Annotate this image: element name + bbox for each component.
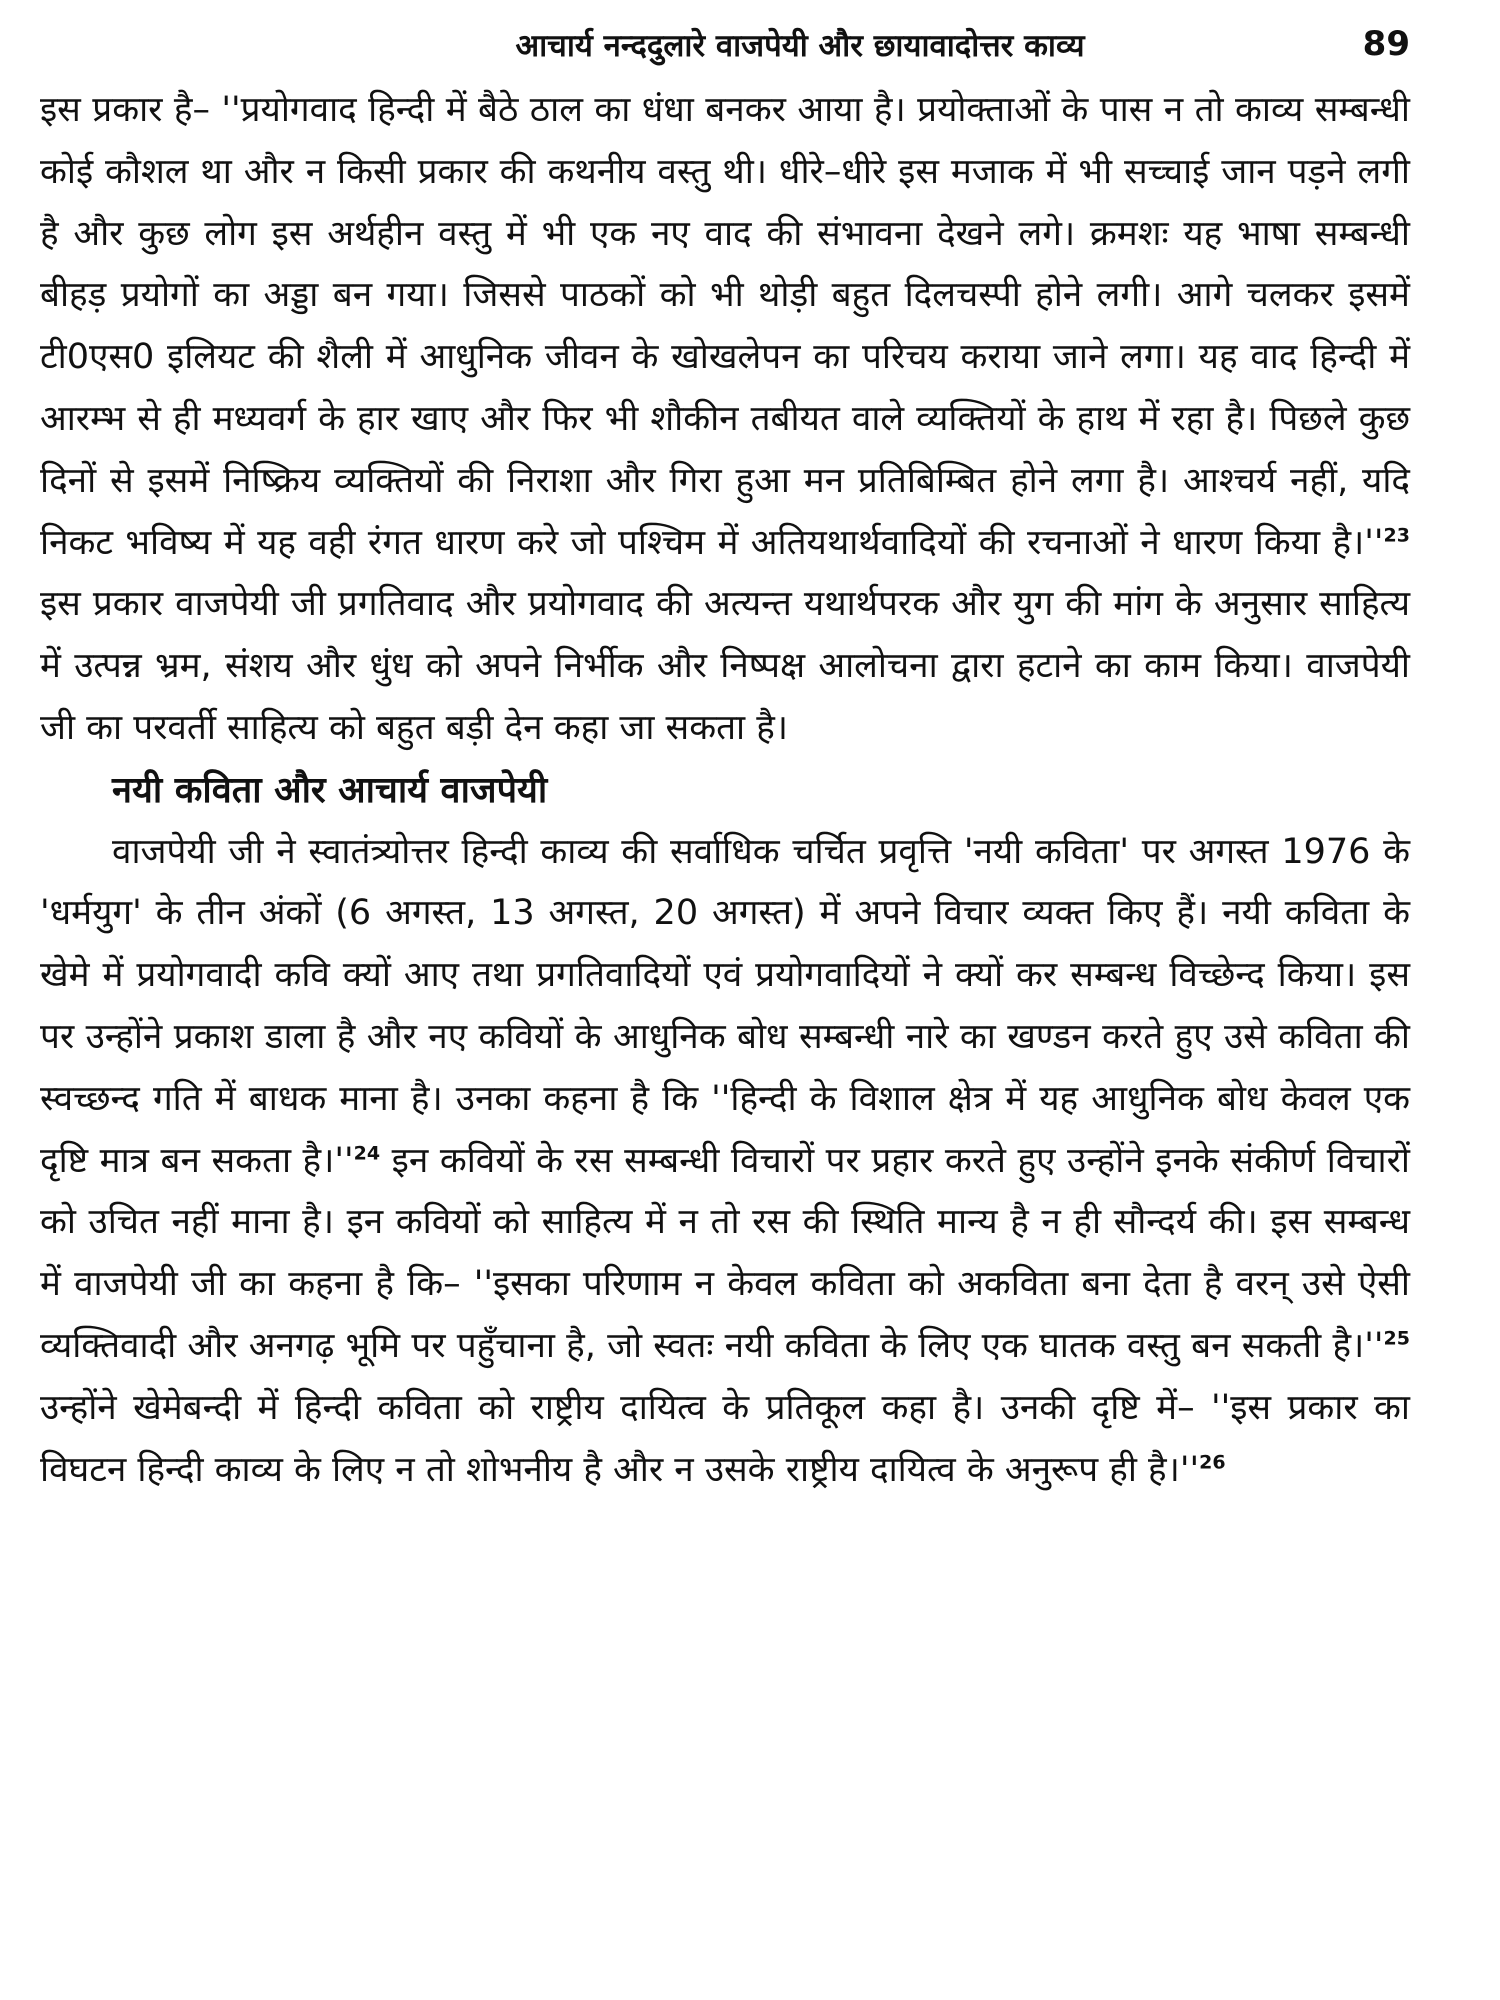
paragraph-text: इस प्रकार वाजपेयी जी प्रगतिवाद और प्रयोगवाद की अत्यन्त यथार्थपरक और युग की मांग के अनुसार साहित्य में उत्पन्न भ्रम, संशय और धुंध को अपने निर्भीक और निष्पक्ष आलोचना द्वारा हटाने का काम किया। वाजपेयी जी का परवर्ती साहित्य को बहुत बड़ी देन कहा जा सकता है।	[40, 584, 1410, 748]
paragraph-text: उन्होंने खेमेबन्दी में हिन्दी कविता को राष्ट्रीय दायित्व के प्रतिकूल कहा है। उनकी दृष्टि में– ''इस प्रकार का विघटन हिन्दी काव्य के लिए न तो शोभनीय है और न उसके राष्ट्रीय दायित्व के अनुरूप ही है।''	[40, 1387, 1410, 1490]
paragraph-nayi-kavita	[40, 822, 1410, 1502]
page-number: 89	[1362, 24, 1410, 64]
running-title: आचार्य नन्ददुलारे वाजपेयी और छायावादोत्तर काव्य	[515, 28, 1085, 64]
section-heading: नयी कविता और आचार्य वाजपेयी	[112, 769, 548, 811]
paragraph-text: इन कवियों के रस सम्बन्धी विचारों पर प्रहार करते हुए उन्होंने इनके संकीर्ण विचारों को उचित नहीं माना है। इन कवियों को साहित्य में न तो रस की स्थिति मान्य है न ही सौन्दर्य की। इस सम्बन्ध में वाजपेयी जी का कहना है कि– ''इसका परिणाम न केवल कविता को अकविता बना देता है वरन् उसे ऐसी व्यक्तिवादी और अनगढ़ भूमि पर पहुँचाना है, जो स्वतः नयी कविता के लिए एक घातक वस्तु बन सकती है।''	[40, 1140, 1410, 1366]
paragraph-text: इस प्रकार है– ''प्रयोगवाद हिन्दी में बैठे ठाल का धंधा बनकर आया है। प्रयोक्ताओं के पास न तो काव्य सम्बन्धी कोई कौशल था और न किसी प्रकार की कथनीय वस्तु थी। धीरे–धीरे इस मजाक में भी सच्चाई जान पड़ने लगी है और कुछ लोग इस अर्थहीन वस्तु में भी एक नए वाद की संभावना देखने लगे। क्रमशः यह भाषा सम्बन्धी बीहड़ प्रयोगों का अड्डा बन गया। जिससे पाठकों को भी थोड़ी बहुत दिलचस्पी होने लगी। आगे चलकर इसमें टी0एस0 इलियट की शैली में आधुनिक जीवन के खोखलेपन का परिचय कराया जाने लगा। यह वाद हिन्दी में आरम्भ से ही मध्यवर्ग के हार खाए और फिर भी शौकीन तबीयत वाले व्यक्तियों के हाथ में रहा है। पिछले कुछ दिनों से इसमें निष्क्रिय व्यक्तियों की निराशा और गिरा हुआ मन प्रतिबिम्बित होने लगा है। आश्चर्य नहीं, यदि निकट भविष्य में यह वही रंगत धारण करे जो पश्चिम में अतियथार्थवादियों की रचनाओं ने धारण किया है।''	[40, 90, 1410, 563]
running-header	[40, 24, 1410, 80]
footnote-ref: 26	[1199, 1450, 1226, 1473]
paragraph-prayogvad-quote	[40, 80, 1410, 760]
footnote-ref: 23	[1383, 523, 1410, 546]
footnote-ref: 25	[1383, 1327, 1410, 1350]
footnote-ref: 24	[353, 1141, 381, 1164]
paragraph-text: वाजपेयी जी ने स्वातंत्र्योत्तर हिन्दी काव्य की सर्वाधिक चर्चित प्रवृत्ति 'नयी कविता' पर अगस्त 1976 के 'धर्मयुग' के तीन अंकों (6 अगस्त, 13 अगस्त, 20 अगस्त) में अपने विचार व्यक्त किए हैं। नयी कविता के खेमे में प्रयोगवादी कवि क्यों आए तथा प्रगतिवादियों एवं प्रयोगवादियों ने क्यों कर सम्बन्ध विच्छेन्द किया। इस पर उन्होंने प्रकाश डाला है और नए कवियों के आधुनिक बोध सम्बन्धी नारे का खण्डन करते हुए उसे कविता की स्वच्छन्द गति में बाधक माना है। उनका कहना है कि ''हिन्दी के विशाल क्षेत्र में यह आधुनिक बोध केवल एक दृष्टि मात्र बन सकता है।''	[40, 831, 1410, 1181]
